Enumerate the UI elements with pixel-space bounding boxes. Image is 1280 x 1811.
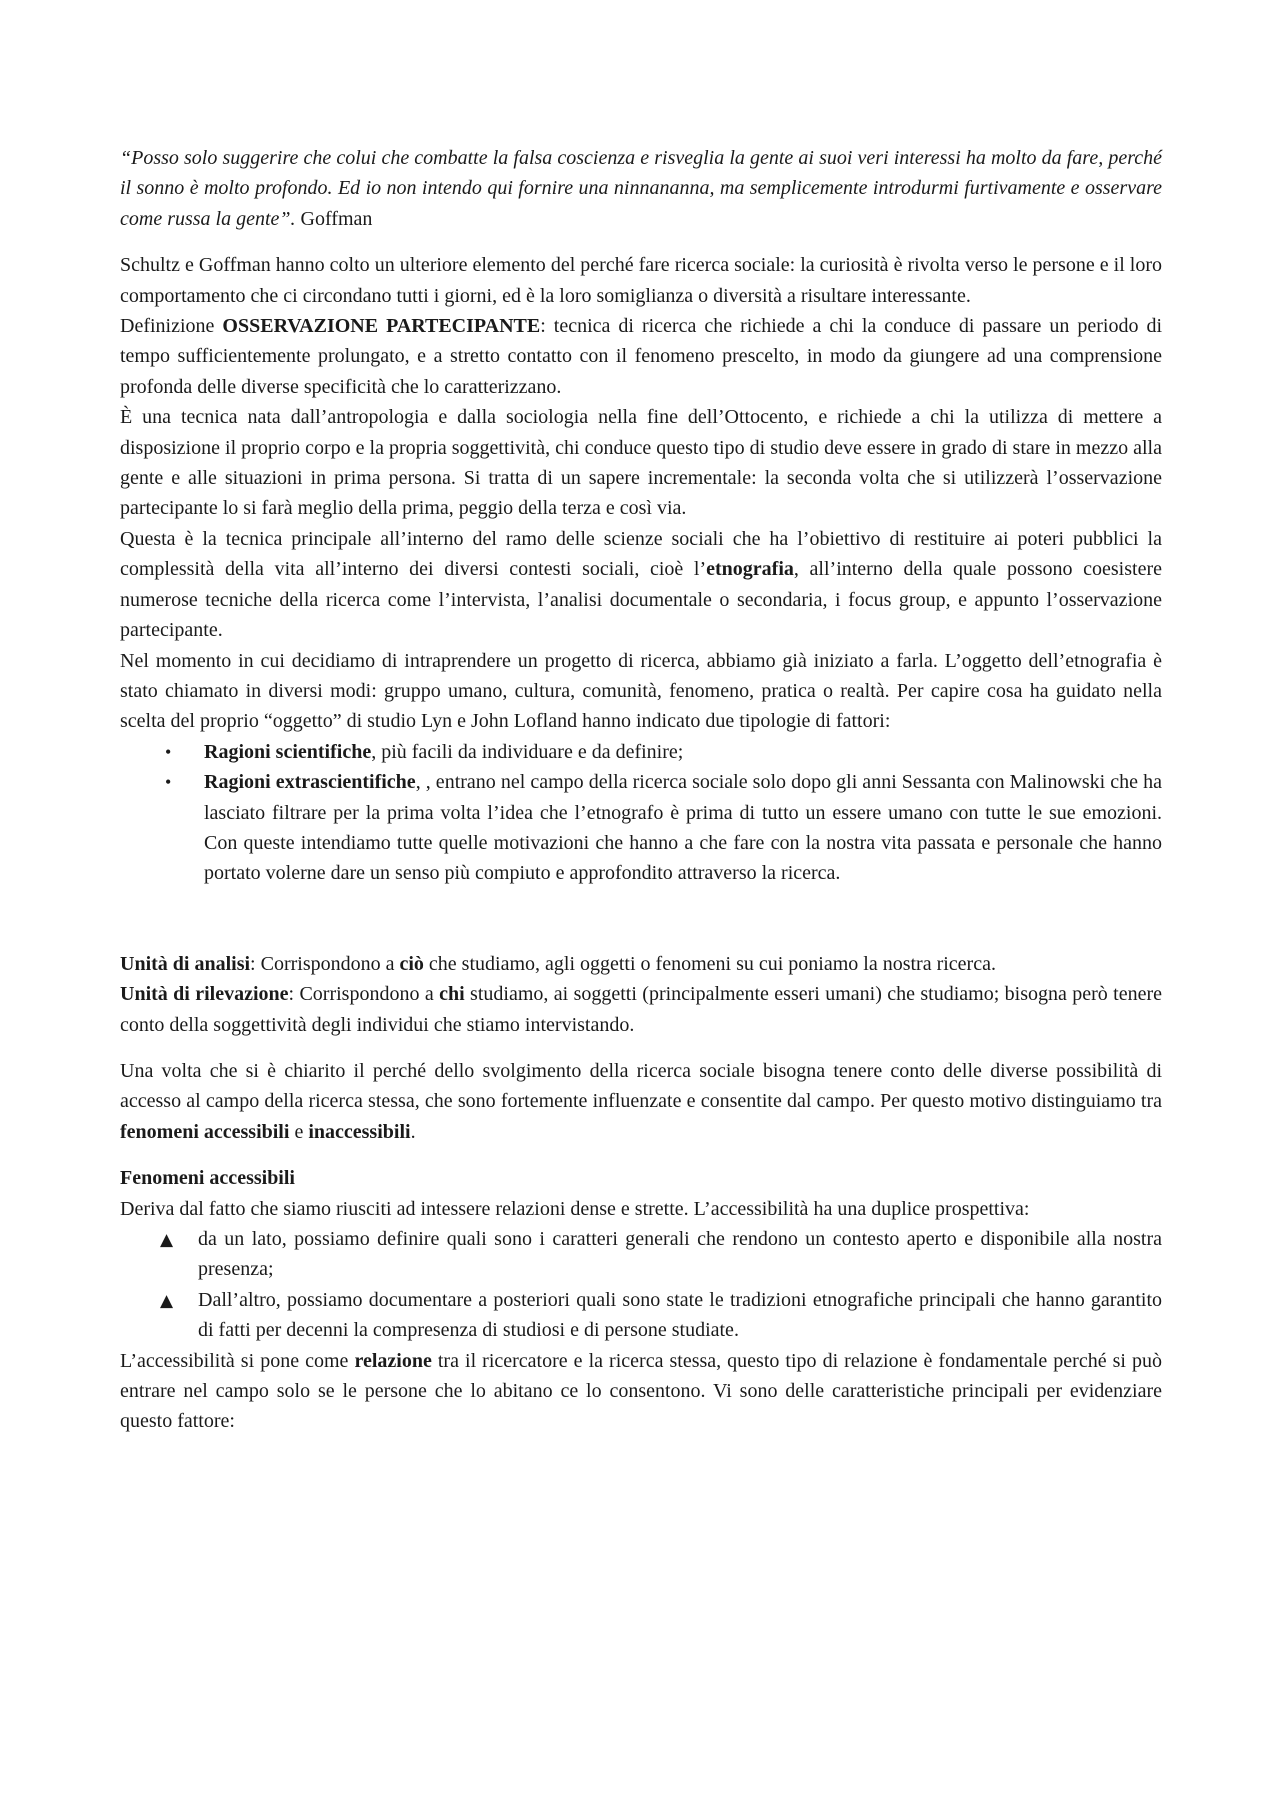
list-item: [120, 737, 1162, 767]
list-item-term: Ragioni extrascientifiche: [204, 771, 416, 794]
list-item-text: da un lato, possiamo definire quali sono i caratteri generali che rendono un contesto aperto e disponibile alla nostra presenza;: [198, 1228, 1162, 1281]
text-run: che studiamo, agli oggetti o fenomeni su cui poniamo la nostra ricerca.: [423, 952, 996, 975]
text-run: Una volta che si è chiarito il perché dello svolgimento della ricerca sociale bisogna tenere conto delle diverse possibilità di accesso al campo della ricerca stessa, che sono fortemente influenzate e consentite dal campo. Per questo motivo distinguiamo tra: [120, 1059, 1162, 1113]
section-heading: Fenomeni accessibili: [120, 1167, 295, 1190]
definition-term: OSSERVAZIONE PARTECIPANTE: [222, 315, 541, 338]
text-run: Questa è la tecnica principale all’interno del ramo delle scienze sociali che ha l’obiettivo di restituire ai poteri pubblici la complessità della vita all’interno dei diversi contesti sociali, cioè l’: [120, 527, 1162, 581]
text-run: studiamo, ai soggetti (principalmente esseri umani) che studiamo; bisogna però tenere conto della soggettività degli individui che stiamo intervistando.: [120, 983, 1162, 1036]
list-item-text: , , entrano nel campo della ricerca sociale solo dopo gli anni Sessanta con Malinowski che ha lasciato filtrare per la prima volta l’idea che l’etnografo è prima di tutto un essere umano con tutte le sue emozioni. Con queste intendiamo tutte quelle motivazioni che hanno a che fare con la nostra vita passata e personale che hanno portato volerne dare un senso più compiuto e approfondito attraverso la ricerca.: [204, 771, 1162, 885]
text-run: : Corrispondono a: [250, 952, 400, 975]
bullet-icon: •: [165, 772, 172, 793]
text-run: L’accessibilità si pone come: [120, 1349, 355, 1372]
definition-prefix: Definizione: [120, 315, 223, 338]
quote-author: Goffman: [300, 207, 373, 230]
paragraph-technique: È una tecnica nata dall’antropologia e dalla sociologia nella fine dell’Ottocento, e richiede a chi la utilizza di mettere a disposizione il proprio corpo e la propria soggettività, chi conduce questo tipo di studio deve essere in grado di stare in mezzo alla gente e alle situazioni in prima persona. Si tratta di un sapere incrementale: la seconda volta che si utilizzerà l’osservazione partecipante lo si farà meglio della prima, peggio della terza e così via.: [120, 406, 1162, 520]
term-etnografia: etnografia: [706, 558, 794, 581]
opening-quote: [120, 143, 1162, 234]
perspective-list: [120, 1224, 1162, 1346]
unit-detection-paragraph: [120, 979, 1162, 1040]
factor-list: [120, 737, 1162, 889]
text-run: e: [289, 1120, 309, 1143]
definition-paragraph: [120, 311, 1162, 402]
document-page: [120, 143, 1162, 1437]
text-run: tra il ricercatore e la ricerca stessa, questo tipo di relazione è fondamentale perché si può entrare nel campo solo se le persone che lo abitano ce lo consentono. Vi sono delle caratteristiche principali per evidenziare questo fattore:: [120, 1349, 1162, 1433]
definition-text: : tecnica di ricerca che richiede a chi la conduce di passare un periodo di tempo sufficientemente prolungato, e a stretto contatto con il fenomeno prescelto, in modo da giungere ad una comprensione profonda delle diverse specificità che lo caratterizzano.: [120, 315, 1163, 398]
term-accessible: fenomeni accessibili: [120, 1120, 290, 1143]
list-item: [120, 1285, 1162, 1346]
paragraph-access: [120, 1056, 1162, 1147]
quote-text: “Posso solo suggerire che colui che combatte la falsa coscienza e risveglia la gente ai suoi veri interessi ha molto da fare, perché il sonno è molto profondo. Ed io non intendo qui fornire una ninnananna, ma semplicemente introdurmi furtivamente e osservare come russa la gente”.: [120, 147, 1162, 230]
list-item-text: , più facili da individuare e da definire;: [371, 740, 684, 763]
term-relazione: relazione: [354, 1349, 432, 1372]
triangle-bullet-icon: ▲: [160, 1290, 174, 1311]
text-run: : Corrispondono a: [288, 983, 440, 1006]
text-run: , all’interno della quale possono coesistere numerose tecniche della ricerca come l’intervista, l’analisi documentale o secondaria, i focus group, e appunto l’osservazione partecipante.: [120, 558, 1162, 642]
term-inaccessible: inaccessibili: [308, 1120, 411, 1143]
text-run: .: [410, 1120, 416, 1143]
list-item-term: Ragioni scientifiche: [204, 740, 372, 763]
paragraph-object: Nel momento in cui decidiamo di intraprendere un progetto di ricerca, abbiamo già iniziato a farla. L’oggetto dell’etnografia è stato chiamato in diversi modi: gruppo umano, cultura, comunità, fenomeno, pratica o realtà. Per capire cosa ha guidato nella scelta del proprio “oggetto” di studio Lyn e John Lofland hanno indicato due tipologie di fattori:: [120, 649, 1162, 733]
unit-analysis-paragraph: [120, 949, 1162, 979]
paragraph-ethnography: [120, 524, 1162, 646]
paragraph-duplex: Deriva dal fatto che siamo riusciti ad intessere relazioni dense e strette. L’accessibilità ha una duplice prospettiva:: [120, 1197, 1030, 1220]
paragraph-relation: [120, 1346, 1162, 1437]
emphasis: chi: [439, 983, 465, 1006]
list-item: [120, 1224, 1162, 1285]
bullet-icon: •: [165, 741, 172, 762]
list-item: [120, 767, 1162, 889]
unit-analysis-term: Unità di analisi: [120, 952, 251, 975]
unit-detection-term: Unità di rilevazione: [120, 983, 289, 1006]
paragraph-curiosity: Schultz e Goffman hanno colto un ulteriore elemento del perché fare ricerca sociale: la curiosità è rivolta verso le persone e il loro comportamento che ci circondano tutti i giorni, ed è la loro somiglianza o diversità a risultare interessante.: [120, 254, 1162, 307]
triangle-bullet-icon: ▲: [160, 1230, 174, 1250]
list-item-text: Dall’altro, possiamo documentare a posteriori quali sono state le tradizioni etnografiche principali che hanno garantito di fatti per decenni la compresenza di studiosi e di persone studiate.: [198, 1288, 1162, 1342]
emphasis: ciò: [399, 952, 424, 975]
